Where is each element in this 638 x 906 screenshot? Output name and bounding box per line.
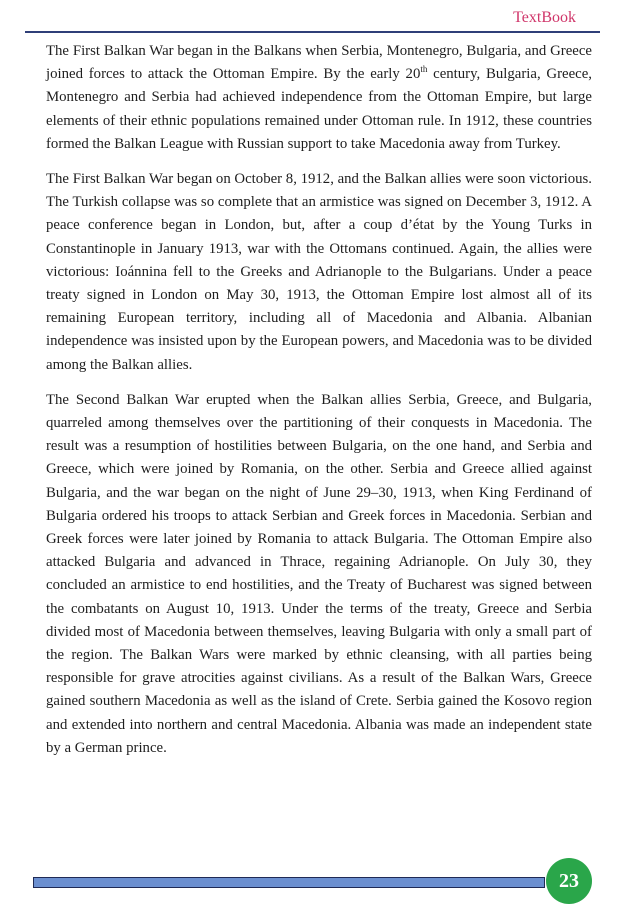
- textbook-header-label: TextBook: [513, 9, 576, 26]
- page-body: [46, 40, 592, 772]
- paragraph-first-balkan-war-course: The First Balkan War began on October 8, 1912, and the Balkan allies were soon victorious. The Turkish collapse was so complete that an armistice was signed on December 3, 1912. A peace conference began in London, but, after a coup d’état by the Young Turks in Constantinople in January 1913, war with the Ottomans continued. Again, the allies were victorious: Ioánnina fell to the Greeks and Adrianople to the Bulgarians. Under a peace treaty signed in London on May 30, 1913, the Ottoman Empire lost almost all of its remaining European territory, including all of Macedonia and Albania. Albanian independence was insisted upon by the European powers, and Macedonia was to be divided among the Balkan allies.: [46, 171, 592, 373]
- paragraph-text: century, Bulgaria, Greece, Montenegro and Serbia had achieved independence from the Ottoman Empire, but large elements of their ethnic populations remained under Ottoman rule. In 1912, these countries formed the Balkan League with Russian support to take Macedonia away from Turkey.: [46, 66, 592, 152]
- paragraph-second-balkan-war: The Second Balkan War erupted when the Balkan allies Serbia, Greece, and Bulgaria, quarreled among themselves over the partitioning of their conquests in Macedonia. The result was a resumption of hostilities between Bulgaria, on the one hand, and Serbia and Greece, which were joined by Romania, on the other. Serbia and Greece allied against Bulgaria, and the war began on the night of June 29–30, 1913, when King Ferdinand of Bulgaria ordered his troops to attack Serbian and Greek forces in Macedonia. Serbian and Greek forces were later joined by Romania to attack Bulgaria. The Ottoman Empire also attacked Bulgaria and advanced in Thrace, regaining Adrianople. On July 30, they concluded an armistice to end hostilities, and the Treaty of Bucharest was signed between the combatants on August 10, 1913. Under the terms of the treaty, Greece and Serbia divided most of Macedonia between themselves, leaving Bulgaria with only a small part of the region. The Balkan Wars were marked by ethnic cleansing, with all parties being responsible for grave atrocities against civilians. As a result of the Balkan Wars, Greece gained southern Macedonia as well as the island of Crete. Serbia gained the Kosovo region and extended into northern and central Macedonia. Albania was made an independent state by a German prince.: [46, 391, 592, 756]
- footer-bar: [33, 877, 545, 888]
- page-number: 23: [559, 869, 579, 892]
- page-number-badge: [546, 858, 592, 904]
- paragraph-first-balkan-war-origins: [46, 40, 592, 156]
- header-divider: [25, 31, 600, 33]
- paragraph-text: The First Balkan War began in the Balkans when Serbia, Montenegro, Bulgaria, and Greece joined forces to attack the Ottoman Empire. By the early 20: [46, 43, 592, 83]
- ordinal-superscript: th: [420, 64, 428, 75]
